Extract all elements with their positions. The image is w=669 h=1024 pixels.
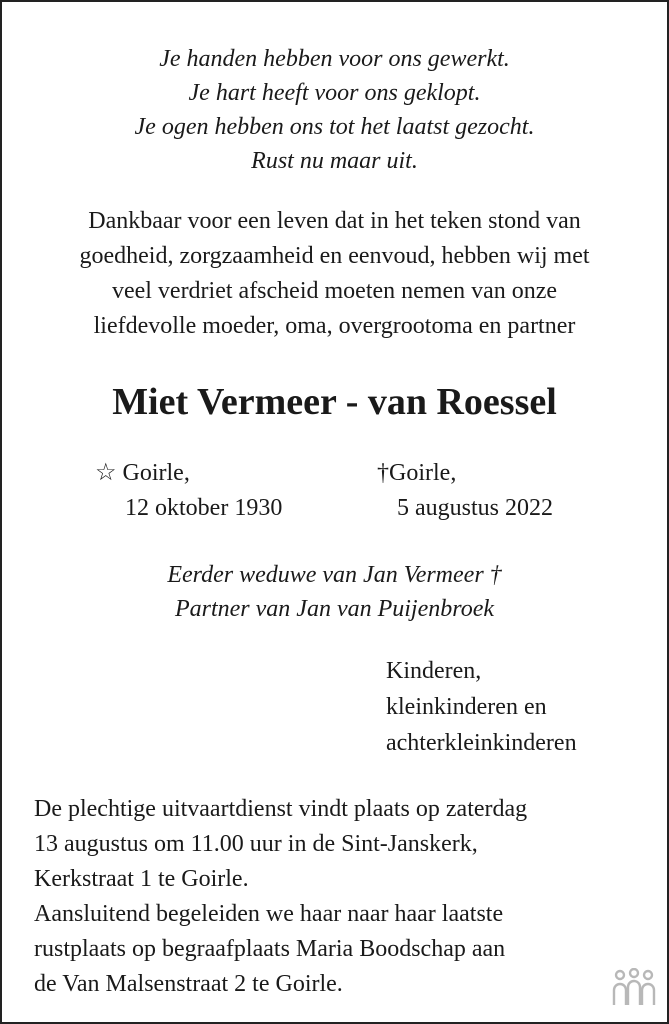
people-group-icon <box>611 968 657 1008</box>
deceased-name: Miet Vermeer - van Roessel <box>112 381 557 423</box>
service-line: De plechtige uitvaartdienst vindt plaats op zaterdag <box>34 796 528 822</box>
service-line: rustplaats op begraafplaats Maria Boodschap aan <box>34 936 506 962</box>
relation-line: Eerder weduwe van Jan Vermeer † <box>167 562 502 588</box>
relation-line: Partner van Jan van Puijenbroek <box>174 596 495 622</box>
death-date: 5 augustus 2022 <box>397 495 553 521</box>
poem-line: Je hart heeft voor ons geklopt. <box>188 80 481 106</box>
service-details <box>34 792 527 1002</box>
dagger-icon: † <box>377 460 389 486</box>
intro-text <box>2 204 667 344</box>
family-line: kleinkinderen en <box>386 694 547 720</box>
birth-date: 12 oktober 1930 <box>125 495 283 521</box>
poem <box>2 42 667 178</box>
family-line: Kinderen, <box>386 658 482 684</box>
service-line: Aansluitend begeleiden we haar naar haar laatste <box>34 901 504 927</box>
birth-info <box>95 456 282 526</box>
death-info <box>377 456 553 526</box>
poem-line: Je ogen hebben ons tot het laatst gezocht. <box>134 114 535 140</box>
birth-place: Goirle, <box>122 460 190 486</box>
intro-line: liefdevolle moeder, oma, overgrootoma en partner <box>93 313 576 339</box>
intro-line: Dankbaar voor een leven dat in het teken stond van <box>88 208 581 234</box>
family-signature <box>386 653 577 761</box>
star-icon: ☆ <box>95 460 117 486</box>
service-line: 13 augustus om 11.00 uur in de Sint-Janskerk, <box>34 831 478 857</box>
poem-line: Je handen hebben voor ons gewerkt. <box>159 46 510 72</box>
intro-line: veel verdriet afscheid moeten nemen van onze <box>111 278 558 304</box>
poem-line: Rust nu maar uit. <box>251 148 418 174</box>
service-line: Kerkstraat 1 te Goirle. <box>34 866 249 892</box>
family-line: achterkleinkinderen <box>386 730 577 756</box>
service-line: de Van Malsenstraat 2 te Goirle. <box>34 971 343 997</box>
intro-line: goedheid, zorgzaamheid en eenvoud, hebben wij met <box>79 243 590 269</box>
relations <box>2 558 667 626</box>
death-place: Goirle, <box>389 460 457 486</box>
